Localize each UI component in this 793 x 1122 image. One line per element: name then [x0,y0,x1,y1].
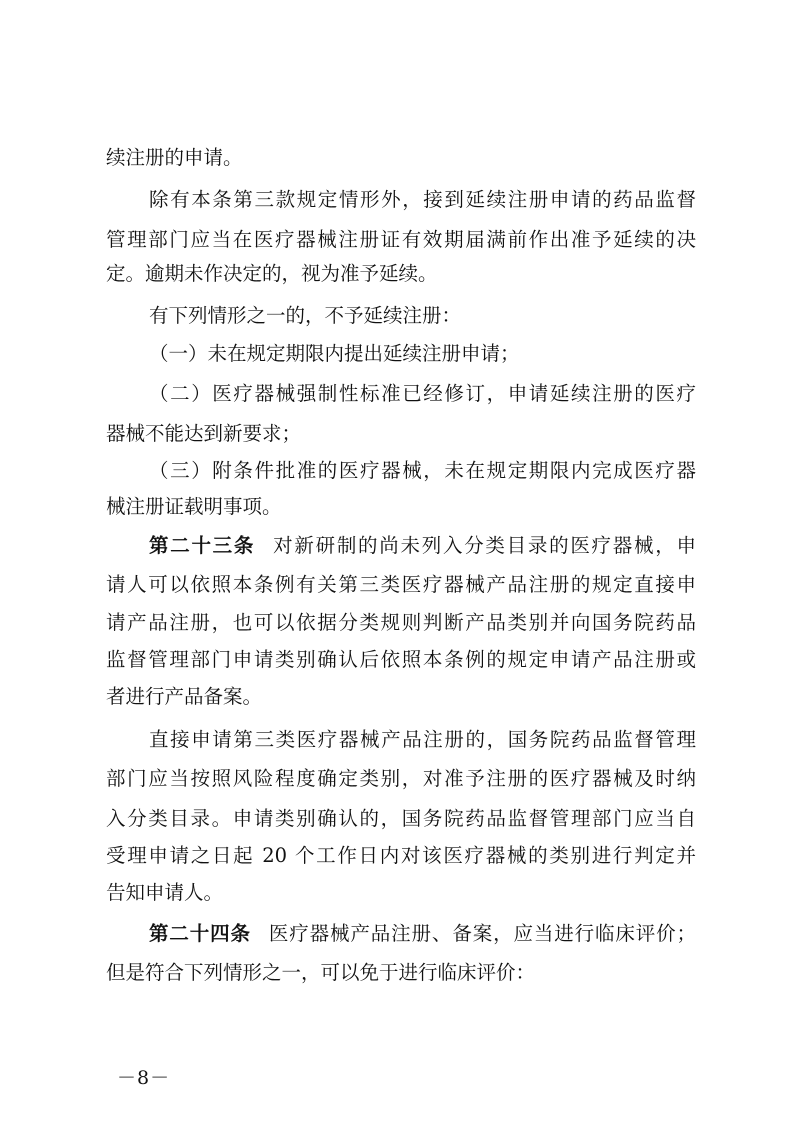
list-item-line: 械注册证载明事项。 [106,495,282,518]
paragraph-line: 续注册的申请。 [106,146,243,169]
paragraph-line: 但是符合下列情形之一，可以免于进行临床评价： [106,961,536,984]
paragraph-line: 告知申请人。 [106,881,224,904]
article-24-first-line [149,916,696,952]
paragraph-line: 请产品注册，也可以依据分类规则判断产品类别并向国务院药品 [106,611,696,634]
paragraph-line: 有下列情形之一的，不予延续注册： [149,304,462,327]
paragraph-line: 直接申请第三类医疗器械产品注册的，国务院药品监督管理 [149,728,696,751]
list-item-line: （二）医疗器械强制性标准已经修订，申请延续注册的医疗 [149,382,696,405]
paragraph-line: 定。逾期未作决定的，视为准予延续。 [106,262,438,285]
paragraph-line: 管理部门应当在医疗器械注册证有效期届满前作出准予延续的决 [106,228,696,251]
paragraph-line: 请人可以依照本条例有关第三类医疗器械产品注册的规定直接申 [106,573,696,596]
paragraph-line: 监督管理部门申请类别确认后依照本条例的规定申请产品注册或 [106,648,696,671]
article-24-heading: 第二十四条 [149,922,251,945]
article-23-text: 对新研制的尚未列入分类目录的医疗器械，申 [273,534,696,557]
article-23-heading: 第二十三条 [149,534,256,557]
paragraph-line: 部门应当按照风险程度确定类别，对准予注册的医疗器械及时纳 [106,767,696,790]
paragraph-line: 者进行产品备案。 [106,685,263,708]
list-item-line: （三）附条件批准的医疗器械，未在规定期限内完成医疗器 [149,459,696,482]
list-item-line: 器械不能达到新要求； [106,422,302,445]
page-number: －8－ [117,1067,171,1089]
paragraph-line: 除有本条第三款规定情形外，接到延续注册申请的药品监督 [149,188,696,211]
article-23-first-line [149,528,696,564]
list-item-line: （一）未在规定期限内提出延续注册申请； [149,342,520,365]
paragraph-line: 入分类目录。申请类别确认的，国务院药品监督管理部门应当自 [106,807,696,830]
article-24-text: 医疗器械产品注册、备案，应当进行临床评价； [268,922,696,945]
paragraph-line: 受理申请之日起 20 个工作日内对该医疗器械的类别进行判定并 [106,844,696,867]
